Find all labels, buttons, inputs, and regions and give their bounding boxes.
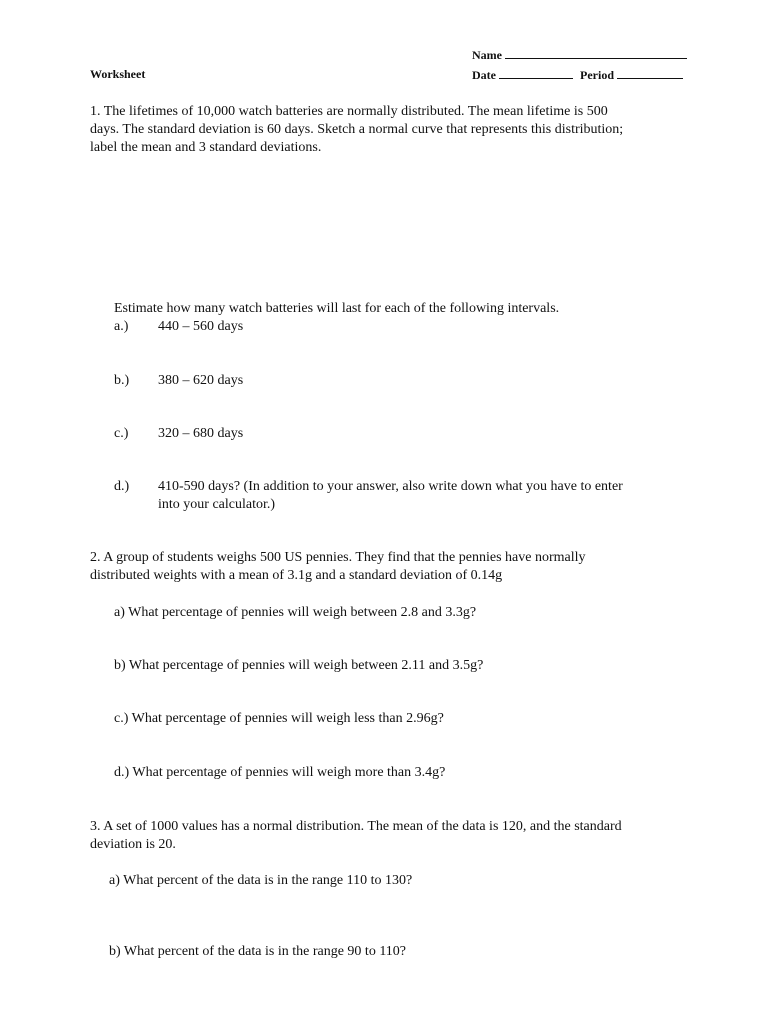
q1-line1: 1. The lifetimes of 10,000 watch batteries are normally distributed. The mean lifetime is 500 [90,104,608,119]
q1-item-b-label: b.) [114,373,130,388]
name-blank [505,46,687,59]
q1-intro: Estimate how many watch batteries will last for each of the following intervals. [114,301,560,316]
q2-line2: distributed weights with a mean of 3.1g and a standard deviation of 0.14g [90,568,503,583]
q2-item-b: b) What percentage of pennies will weigh between 2.11 and 3.5g? [114,658,484,673]
period-label: Period [580,68,614,82]
q2-item-d: d.) What percentage of pennies will weigh more than 3.4g? [114,765,446,780]
period-blank [617,66,683,79]
q1-item-a-text: 440 – 560 days [158,319,244,334]
q2-line1: 2. A group of students weighs 500 US pennies. They find that the pennies have normally [90,550,586,565]
q3-line2: deviation is 20. [90,837,176,852]
date-label: Date [472,68,496,82]
q3-line1: 3. A set of 1000 values has a normal distribution. The mean of the data is 120, and the standard [90,819,622,834]
q1-line3: label the mean and 3 standard deviations. [90,140,322,155]
q3-item-b: b) What percent of the data is in the range 90 to 110? [109,944,407,959]
q1-item-a-label: a.) [114,319,129,334]
q1-item-c-label: c.) [114,426,129,441]
worksheet-title: Worksheet [90,67,146,81]
name-field [472,46,687,64]
q3-item-a: a) What percent of the data is in the range 110 to 130? [109,873,413,888]
q2-item-a: a) What percentage of pennies will weigh between 2.8 and 3.3g? [114,605,477,620]
name-label: Name [472,48,502,62]
q2-item-c: c.) What percentage of pennies will weigh less than 2.96g? [114,711,444,726]
q1-item-b-text: 380 – 620 days [158,373,244,388]
date-period-field [472,66,683,84]
q1-item-c-text: 320 – 680 days [158,426,244,441]
q1-item-d-label: d.) [114,479,130,494]
q1-item-d-text2: into your calculator.) [158,497,276,512]
date-blank [499,66,573,79]
q1-line2: days. The standard deviation is 60 days. Sketch a normal curve that represents this distribution; [90,122,624,137]
q1-item-d-text: 410-590 days? (In addition to your answer, also write down what you have to enter [158,479,623,494]
